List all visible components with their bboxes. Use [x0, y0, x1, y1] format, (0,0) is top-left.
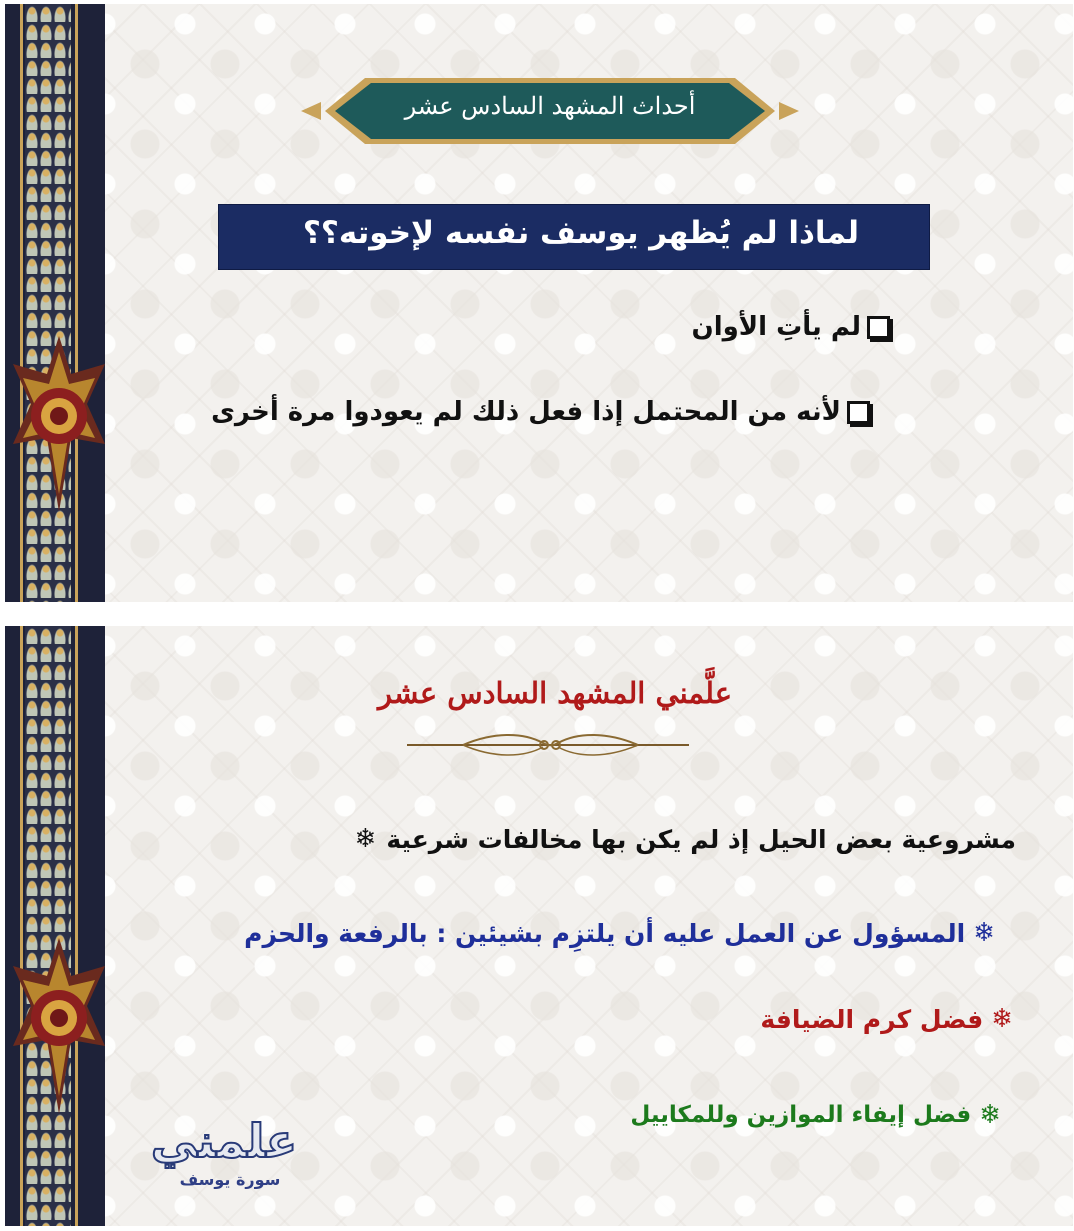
lesson-text: فضل إيفاء الموازين وللمكاييل	[630, 1102, 972, 1128]
snowflake-icon: ❄	[354, 824, 377, 854]
slide-lessons	[5, 626, 1073, 1226]
rosette-ornament-icon	[11, 936, 107, 1116]
question-box	[218, 204, 930, 270]
bullet-item	[211, 397, 870, 427]
lattice-pattern	[25, 626, 71, 1226]
decorative-side-border	[5, 4, 105, 602]
lesson-text: فضل كرم الضيافة	[760, 1004, 984, 1034]
snowflake-icon: ❄	[991, 1004, 1013, 1034]
logo-subtitle: سورة يوسف	[179, 1170, 281, 1189]
checkbox-icon	[867, 316, 890, 339]
bullet-text: لأنه من المحتمل إذا فعل ذلك لم يعودوا مرة أخرى	[211, 397, 841, 427]
slide-events	[5, 4, 1073, 602]
snowflake-icon: ❄	[973, 918, 995, 948]
snowflake-icon: ❄	[979, 1100, 1001, 1130]
gold-border-line	[20, 626, 23, 1226]
question-text: لماذا لم يُظهر يوسف نفسه لإخوته؟؟	[302, 215, 859, 251]
logo-wordmark: علمني	[150, 1114, 298, 1168]
lesson-text: المسؤول عن العمل عليه أن يلتزِم بشيئين : بالرفعة والحزم	[244, 918, 966, 948]
checkbox-icon	[847, 401, 870, 424]
gold-border-line	[75, 626, 78, 1226]
bullet-text: لم يأتِ الأوان	[691, 312, 861, 342]
lesson-item	[630, 1100, 1001, 1130]
flourish-divider-icon	[403, 730, 693, 760]
lesson-item	[244, 918, 995, 948]
brand-logo	[145, 1106, 305, 1206]
decorative-side-border	[5, 626, 105, 1226]
bullet-item	[692, 312, 890, 342]
rosette-ornament-icon	[11, 334, 107, 514]
lesson-item	[760, 1004, 1013, 1034]
section-banner	[295, 74, 805, 148]
banner-title: أحداث المشهد السادس عشر	[404, 92, 696, 120]
lesson-item	[355, 824, 1016, 854]
lesson-text: مشروعية بعض الحيل إذ لم يكن بها مخالفات شرعية	[386, 824, 1016, 854]
lessons-title: علَّمني المشهد السادس عشر	[377, 676, 733, 710]
